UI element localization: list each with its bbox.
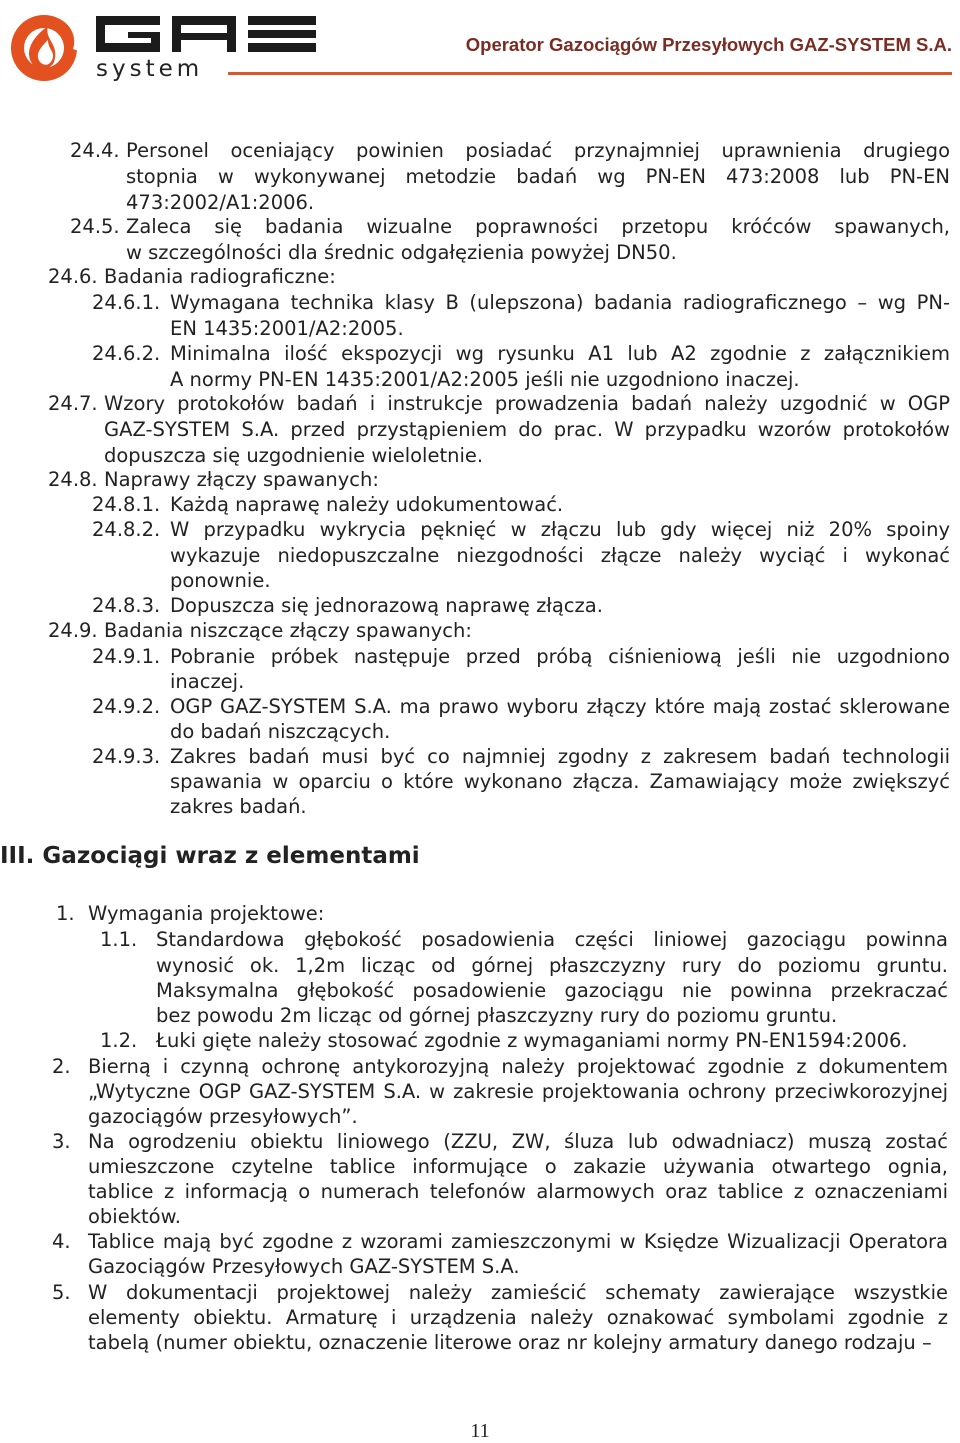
text-line: wynosić ok. 1,2m licząc od górnej płaszczyzny rury do poziomu gruntu. xyxy=(156,954,948,977)
item-number: 24.9. xyxy=(48,619,98,642)
item-number: 1.2. xyxy=(100,1029,138,1052)
text-line: EN 1435:2001/A2:2005. xyxy=(170,317,404,340)
text-line: Gazociągów Przesyłowych GAZ-SYSTEM S.A. xyxy=(88,1255,520,1278)
text-line: ponownie. xyxy=(170,569,271,592)
text-line: Dopuszcza się jednorazową naprawę złącza. xyxy=(170,594,603,617)
text-line: tablice z informacją o numerach telefonów alarmowych oraz tablice z oznaczeniami xyxy=(88,1180,948,1203)
text-line: Badania radiograficzne: xyxy=(104,265,336,288)
gaz-wordmark-logo xyxy=(92,12,322,56)
header-company-title: Operator Gazociągów Przesyłowych GAZ-SYSTEM S.A. xyxy=(465,34,952,55)
item-number: 24.8.2. xyxy=(92,518,161,541)
item-number: 1. xyxy=(56,902,75,925)
text-line: GAZ-SYSTEM S.A. przed przystąpieniem do prac. W przypadku wzorów protokołów xyxy=(104,418,950,441)
item-number: 24.8.3. xyxy=(92,594,161,617)
page-number: 11 xyxy=(470,1420,490,1442)
text-line: spawania w oparciu o które wykonano złącza. Zamawiający może zwiększyć xyxy=(170,770,950,793)
text-line: OGP GAZ-SYSTEM S.A. ma prawo wyboru złączy które mają zostać sklerowane xyxy=(170,695,950,718)
section-heading: III. Gazociągi wraz z elementami xyxy=(0,843,420,869)
text-line: Minimalna ilość ekspozycji wg rysunku A1 lub A2 zgodnie z załącznikiem xyxy=(170,342,950,365)
text-line: zakres badań. xyxy=(170,795,307,818)
text-line: Naprawy złączy spawanych: xyxy=(104,468,379,491)
page-header xyxy=(0,0,960,95)
item-number: 24.7. xyxy=(48,392,98,415)
text-line: bez powodu 2m licząc od górnej płaszczyzny rury do poziomu gruntu. xyxy=(156,1004,838,1027)
text-line: A normy PN-EN 1435:2001/A2:2005 jeśli nie uzgodniono inaczej. xyxy=(170,368,800,391)
text-line: wykazuje niedopuszczalne niezgodności złącze należy wyciąć i wykonać xyxy=(170,544,950,567)
item-number: 24.8.1. xyxy=(92,493,161,516)
text-line: Badania niszczące złączy spawanych: xyxy=(104,619,472,642)
item-number: 5. xyxy=(52,1281,71,1304)
text-line: elementy obiektu. Armaturę i urządzenia należy oznakować symbolami zgodnie z xyxy=(88,1306,948,1329)
item-number: 24.9.2. xyxy=(92,695,161,718)
item-number: 4. xyxy=(52,1230,71,1253)
text-line: Personel oceniający powinien posiadać przynajmniej uprawnienia drugiego xyxy=(126,139,950,162)
item-number: 24.6. xyxy=(48,265,98,288)
text-line: dopuszcza się uzgodnienie wieloletnie. xyxy=(104,444,484,467)
item-number: 24.9.3. xyxy=(92,745,161,768)
text-line: do badań niszczących. xyxy=(170,720,391,743)
item-number: 24.9.1. xyxy=(92,645,161,668)
text-line: inaczej. xyxy=(170,670,245,693)
text-line: Zakres badań musi być co najmniej zgodny z zakresem badań technologii xyxy=(170,745,950,768)
text-line: W dokumentacji projektowej należy zamieścić schematy zawierające wszystkie xyxy=(88,1281,948,1304)
text-line: Pobranie próbek następuje przed próbą ciśnieniową jeśli nie uzgodniono xyxy=(170,645,950,668)
item-number: 24.6.1. xyxy=(92,291,161,314)
text-line: Wymagana technika klasy B (ulepszona) badania radiograficznego – wg PN- xyxy=(170,291,950,314)
text-line: Łuki gięte należy stosować zgodnie z wymaganiami normy PN-EN1594:2006. xyxy=(156,1029,908,1052)
text-line: Na ogrodzeniu obiektu liniowego (ZZU, ZW, śluza lub odwadniacz) muszą zostać xyxy=(88,1130,948,1153)
text-line: 473:2002/A1:2006. xyxy=(126,191,315,214)
text-line: obiektów. xyxy=(88,1205,181,1228)
text-line: w szczególności dla średnic odgałęzienia powyżej DN50. xyxy=(126,241,677,264)
item-number: 2. xyxy=(52,1055,71,1078)
text-line: W przypadku wykrycia pęknięć w złączu lub gdy więcej niż 20% spoiny xyxy=(170,518,950,541)
item-number: 24.8. xyxy=(48,468,98,491)
header-divider xyxy=(228,72,952,75)
text-line: Standardowa głębokość posadowienia części liniowej gazociągu powinna xyxy=(156,928,948,951)
logo-subtitle: system xyxy=(96,56,204,82)
text-line: Maksymalna głębokość posadowienie gazociągu nie powinna przekraczać xyxy=(156,979,948,1002)
text-line: Wymagania projektowe: xyxy=(88,902,325,925)
text-line: Zaleca się badania wizualne poprawności przetopu króćców spawanych, xyxy=(126,215,950,238)
text-line: Bierną i czynną ochronę antykorozyjną należy projektować zgodnie z dokumentem xyxy=(88,1055,948,1078)
text-line: gazociągów przesyłowych”. xyxy=(88,1105,358,1128)
item-number: 3. xyxy=(52,1130,71,1153)
item-number: 1.1. xyxy=(100,928,138,951)
item-number: 24.4. xyxy=(70,139,120,162)
text-line: „Wytyczne OGP GAZ-SYSTEM S.A. w zakresie projektowania ochrony przeciwkorozyjnej xyxy=(88,1080,948,1103)
item-number: 24.5. xyxy=(70,215,120,238)
item-number: 24.6.2. xyxy=(92,342,161,365)
text-line: umieszczone czytelne tablice informujące o zakazie używania otwartego ognia, xyxy=(88,1155,948,1178)
text-line: tabelą (numer obiektu, oznaczenie literowe oraz nr kolejny armatury danego rodzaju – xyxy=(88,1331,932,1354)
gaz-flame-logo-icon xyxy=(4,6,90,86)
text-line: Tablice mają być zgodne z wzorami zamieszczonymi w Księdze Wizualizacji Operatora xyxy=(88,1230,948,1253)
text-line: stopnia w wykonywanej metodzie badań wg PN-EN 473:2008 lub PN-EN xyxy=(126,165,950,188)
text-line: Każdą naprawę należy udokumentować. xyxy=(170,493,564,516)
text-line: Wzory protokołów badań i instrukcje prowadzenia badań należy uzgodnić w OGP xyxy=(104,392,950,415)
